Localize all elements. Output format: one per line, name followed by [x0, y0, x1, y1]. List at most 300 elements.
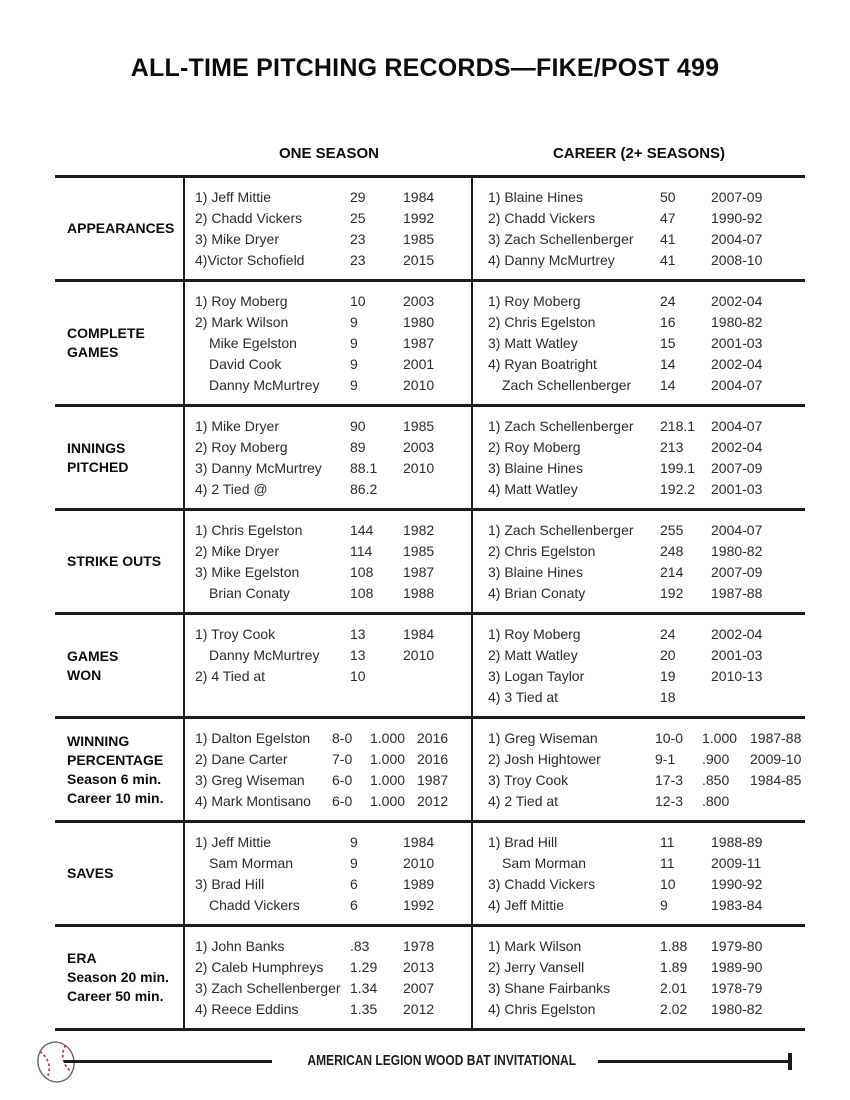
record-player: 1) Troy Cook: [195, 626, 276, 642]
record-value: 16: [660, 314, 676, 330]
record-year: 1992: [403, 210, 435, 226]
record-entry: [195, 375, 471, 396]
record-player: David Cook: [209, 356, 282, 372]
category-label-text: [67, 439, 128, 477]
record-value: 24: [660, 293, 676, 309]
record-entry: [488, 957, 805, 978]
record-year: 1983-84: [711, 897, 763, 913]
record-player: 1) Greg Wiseman: [488, 730, 598, 746]
record-year: 1987: [403, 335, 435, 351]
category-label: [55, 615, 185, 716]
category-row-strike-outs: [55, 508, 805, 612]
record-entry: [488, 666, 805, 687]
record-player: Sam Morman: [209, 855, 294, 871]
record-entry: [488, 791, 805, 812]
record-year: 1988: [403, 585, 435, 601]
record-value: 108: [350, 564, 374, 580]
record-year: 1992: [403, 897, 435, 913]
record-player: 1) Brad Hill: [488, 834, 558, 850]
record-year: 2016: [417, 751, 449, 767]
record-year: 1987: [417, 772, 449, 788]
record-year: 1980: [403, 314, 435, 330]
record-value: 9: [350, 377, 358, 393]
record-value: 13: [350, 626, 366, 642]
record-player: 3) Mike Egelston: [195, 564, 300, 580]
record-player: Danny McMurtrey: [209, 377, 320, 393]
record-pct: 1.000: [370, 751, 406, 767]
record-player: 2) Dane Carter: [195, 751, 288, 767]
record-player: 3) Logan Taylor: [488, 668, 585, 684]
record-entry: [195, 749, 471, 770]
season-records-cell: [185, 719, 473, 820]
category-label-text: [67, 732, 164, 808]
record-year: 2009-10: [750, 751, 802, 767]
record-year: 2008-10: [711, 252, 763, 268]
record-entry: [195, 437, 471, 458]
record-player: 4) Jeff Mittie: [488, 897, 564, 913]
category-row-appearances: [55, 175, 805, 279]
category-label-text: [67, 864, 113, 883]
season-records-cell: [185, 178, 473, 279]
record-player: 2) Chris Egelston: [488, 314, 596, 330]
record-entry: [488, 895, 805, 916]
record-year: 2004-07: [711, 231, 763, 247]
record-player: 3) Zach Schellenberger: [195, 980, 341, 996]
record-entry: [488, 416, 805, 437]
record-value: 6: [350, 876, 358, 892]
category-label-line: PERCENTAGE: [67, 751, 164, 768]
record-player: 1) Jeff Mittie: [195, 834, 271, 850]
record-entry: [195, 250, 471, 271]
record-value: 9: [660, 897, 668, 913]
record-player: 3) Chadd Vickers: [488, 876, 596, 892]
record-player: 3) Blaine Hines: [488, 460, 583, 476]
career-records-cell: [473, 927, 805, 1028]
record-value: 14: [660, 356, 676, 372]
record-year: 1985: [403, 543, 435, 559]
record-year: 1984-85: [750, 772, 802, 788]
record-value: 89: [350, 439, 366, 455]
record-entry: [488, 520, 805, 541]
record-value: 9: [350, 314, 358, 330]
footer-rule-left: [64, 1060, 272, 1063]
record-year: 2007-09: [711, 189, 763, 205]
record-year: 2009-11: [711, 855, 762, 871]
record-wl: 8-0: [332, 730, 353, 746]
record-player: 3) Greg Wiseman: [195, 772, 305, 788]
record-value: 192: [660, 585, 684, 601]
footer-rule-endcap: [788, 1053, 792, 1070]
record-player: 4) 2 Tied @: [195, 481, 268, 497]
record-player: 1) Mike Dryer: [195, 418, 280, 434]
category-label-line: Season 20 min.: [67, 969, 169, 985]
career-records-cell: [473, 178, 805, 279]
record-year: 1984: [403, 626, 435, 642]
record-entry: [195, 666, 471, 687]
record-entry: [195, 770, 471, 791]
record-value: 50: [660, 189, 676, 205]
record-value: 18: [660, 689, 676, 705]
record-entry: [488, 645, 805, 666]
record-entry: [195, 645, 471, 666]
record-player: 3) Mike Dryer: [195, 231, 280, 247]
record-wl: 17-3: [655, 772, 684, 788]
record-year: 1979-80: [711, 938, 763, 954]
record-year: 2010: [403, 647, 435, 663]
category-label-text: [67, 552, 161, 571]
record-player: 3) Danny McMurtrey: [195, 460, 322, 476]
record-player: Chadd Vickers: [209, 897, 300, 913]
category-row-complete-games: [55, 279, 805, 404]
category-label: [55, 178, 185, 279]
career-records-cell: [473, 407, 805, 508]
record-entry: [488, 874, 805, 895]
record-player: 4) 3 Tied at: [488, 689, 559, 705]
record-entry: [195, 208, 471, 229]
record-entry: [195, 479, 471, 500]
record-entry: [488, 458, 805, 479]
category-label-line: ERA: [67, 950, 97, 966]
record-year: 2007-09: [711, 564, 763, 580]
record-player: 4) Danny McMurtrey: [488, 252, 615, 268]
record-value: 20: [660, 647, 676, 663]
record-entry: [488, 999, 805, 1020]
record-player: 1) Dalton Egelston: [195, 730, 311, 746]
record-player: 2) Roy Moberg: [488, 439, 581, 455]
record-value: 213: [660, 439, 684, 455]
record-value: 11: [660, 834, 675, 850]
record-player: 2) 4 Tied at: [195, 668, 266, 684]
career-records-cell: [473, 823, 805, 924]
record-entry: [195, 416, 471, 437]
column-header-career: CAREER (2+ SEASONS): [552, 145, 726, 162]
record-entry: [488, 832, 805, 853]
record-entry: [195, 583, 471, 604]
record-value: 1.89: [660, 959, 688, 975]
record-value: 9: [350, 335, 358, 351]
record-player: 3) Shane Fairbanks: [488, 980, 611, 996]
record-year: 2016: [417, 730, 449, 746]
record-value: 144: [350, 522, 374, 538]
record-player: 3) Blaine Hines: [488, 564, 583, 580]
category-label-text: [67, 324, 145, 362]
record-entry: [488, 562, 805, 583]
category-row-winning-percentage: [55, 716, 805, 820]
record-player: Zach Schellenberger: [502, 377, 632, 393]
record-year: 2002-04: [711, 293, 763, 309]
category-label-line: WINNING: [67, 732, 130, 749]
record-value: 9: [350, 356, 358, 372]
record-pct: 1.000: [702, 730, 738, 746]
record-year: 1987-88: [711, 585, 763, 601]
record-value: 2.01: [660, 980, 688, 996]
record-player: 1) Jeff Mittie: [195, 189, 271, 205]
record-entry: [195, 895, 471, 916]
record-value: 41: [660, 252, 676, 268]
category-label-text: [67, 647, 118, 685]
record-player: 1) Roy Moberg: [488, 626, 581, 642]
record-value: 214: [660, 564, 684, 580]
record-entry: [488, 437, 805, 458]
record-entry: [488, 208, 805, 229]
record-entry: [488, 375, 805, 396]
record-value: 47: [660, 210, 676, 226]
record-value: 1.35: [350, 1001, 378, 1017]
record-year: 1985: [403, 231, 435, 247]
category-label-text: [67, 219, 174, 238]
record-entry: [488, 978, 805, 999]
record-year: 2003: [403, 439, 435, 455]
record-player: Brian Conaty: [209, 585, 290, 601]
record-entry: [488, 354, 805, 375]
record-year: 2010: [403, 855, 435, 871]
record-player: Danny McMurtrey: [209, 647, 320, 663]
record-value: 11: [660, 855, 675, 871]
record-year: 1989: [403, 876, 435, 892]
record-pct: 1.000: [370, 772, 406, 788]
category-label-line: SAVES: [67, 865, 114, 881]
record-player: 3) Matt Watley: [488, 335, 578, 351]
record-value: 255: [660, 522, 684, 538]
category-row-innings-pitched: [55, 404, 805, 508]
category-label-line: INNINGS: [67, 439, 126, 456]
record-entry: [488, 479, 805, 500]
record-player: 3) Brad Hill: [195, 876, 265, 892]
record-player: 4) Reece Eddins: [195, 1001, 299, 1017]
record-wl: 6-0: [332, 772, 353, 788]
record-value: 10: [350, 668, 366, 684]
category-row-games-won: [55, 612, 805, 716]
record-entry: [488, 624, 805, 645]
label-column-spacer: [55, 145, 185, 162]
record-value: 86.2: [350, 481, 378, 497]
record-player: 4) Matt Watley: [488, 481, 578, 497]
record-player: 2) Chadd Vickers: [488, 210, 596, 226]
category-row-era: [55, 924, 805, 1028]
record-value: 248: [660, 543, 684, 559]
record-pct: .900: [702, 751, 730, 767]
record-year: 1984: [403, 834, 435, 850]
record-player: 4) 2 Tied at: [488, 793, 559, 809]
record-value: 2.02: [660, 1001, 688, 1017]
record-player: 2) Caleb Humphreys: [195, 959, 324, 975]
category-label: [55, 823, 185, 924]
page-footer: [0, 1037, 850, 1097]
record-entry: [195, 291, 471, 312]
record-value: 23: [350, 252, 366, 268]
category-label: [55, 719, 185, 820]
record-player: 4) Ryan Boatright: [488, 356, 597, 372]
record-player: Sam Morman: [502, 855, 587, 871]
career-records-cell: [473, 511, 805, 612]
record-year: 1978-79: [711, 980, 763, 996]
record-entry: [195, 333, 471, 354]
record-player: Mike Egelston: [209, 335, 297, 351]
record-year: 2007: [403, 980, 435, 996]
record-year: 1987: [403, 564, 435, 580]
record-player: 1) Blaine Hines: [488, 189, 583, 205]
record-entry: [488, 728, 805, 749]
record-value: 23: [350, 231, 366, 247]
record-player: 1) Zach Schellenberger: [488, 418, 634, 434]
record-entry: [195, 874, 471, 895]
record-value: 1.34: [350, 980, 378, 996]
record-entry: [195, 541, 471, 562]
record-entry: [488, 687, 805, 708]
record-entry: [488, 770, 805, 791]
record-year: 1990-92: [711, 210, 763, 226]
column-headers: [55, 145, 805, 162]
record-value: 218.1: [660, 418, 696, 434]
record-year: 2015: [403, 252, 435, 268]
record-value: 9: [350, 834, 358, 850]
record-value: 25: [350, 210, 366, 226]
record-pct: .800: [702, 793, 730, 809]
record-year: 2003: [403, 293, 435, 309]
category-label: [55, 927, 185, 1028]
record-entry: [195, 458, 471, 479]
record-player: 1) Chris Egelston: [195, 522, 303, 538]
record-value: 199.1: [660, 460, 696, 476]
record-year: 1978: [403, 938, 435, 954]
record-value: 19: [660, 668, 676, 684]
record-wl: 6-0: [332, 793, 353, 809]
record-value: 15: [660, 335, 676, 351]
category-label: [55, 407, 185, 508]
footer-text: AMERICAN LEGION WOOD BAT INVITATIONAL: [307, 1052, 577, 1069]
record-wl: 12-3: [655, 793, 684, 809]
record-entry: [195, 312, 471, 333]
record-player: 2) Chris Egelston: [488, 543, 596, 559]
page-title: ALL-TIME PITCHING RECORDS—FIKE/POST 499: [130, 54, 720, 82]
record-year: 2013: [403, 959, 435, 975]
record-year: 1988-89: [711, 834, 763, 850]
record-year: 2004-07: [711, 418, 763, 434]
column-header-one-season: ONE SEASON: [278, 145, 380, 162]
category-label-line: Career 10 min.: [67, 789, 164, 806]
record-player: 2) Matt Watley: [488, 647, 578, 663]
category-row-saves: [55, 820, 805, 924]
record-value: 13: [350, 647, 366, 663]
record-player: 1) Zach Schellenberger: [488, 522, 634, 538]
record-value: 9: [350, 855, 358, 871]
record-wl: 7-0: [332, 751, 353, 767]
season-records-cell: [185, 615, 473, 716]
record-entry: [195, 936, 471, 957]
record-entry: [195, 624, 471, 645]
category-label-line: Career 50 min.: [67, 988, 164, 1004]
record-year: 2001-03: [711, 647, 763, 663]
record-year: 1987-88: [750, 730, 802, 746]
record-year: 1980-82: [711, 314, 763, 330]
record-value: 6: [350, 897, 358, 913]
record-player: 3) Zach Schellenberger: [488, 231, 634, 247]
category-label: [55, 282, 185, 404]
record-year: 1984: [403, 189, 435, 205]
record-entry: [488, 749, 805, 770]
record-wl: 10-0: [655, 730, 684, 746]
record-entry: [195, 562, 471, 583]
record-value: .83: [350, 938, 370, 954]
record-year: 2010: [403, 460, 435, 476]
record-entry: [195, 229, 471, 250]
record-value: 10: [660, 876, 676, 892]
season-records-cell: [185, 282, 473, 404]
record-player: 2) Roy Moberg: [195, 439, 288, 455]
record-entry: [488, 936, 805, 957]
record-year: 2001-03: [711, 335, 763, 351]
record-player: 4)Victor Schofield: [195, 252, 305, 268]
record-year: 2002-04: [711, 439, 763, 455]
category-label-line: GAMES: [67, 647, 119, 664]
record-value: 29: [350, 189, 366, 205]
record-entry: [195, 791, 471, 812]
record-year: 2004-07: [711, 377, 763, 393]
record-value: 1.88: [660, 938, 688, 954]
season-records-cell: [185, 511, 473, 612]
career-records-cell: [473, 615, 805, 716]
record-year: 2012: [403, 1001, 435, 1017]
record-year: 2010-13: [711, 668, 763, 684]
records-table: [55, 175, 805, 1031]
record-entry: [195, 999, 471, 1020]
category-label-text: [67, 949, 169, 1006]
season-records-cell: [185, 927, 473, 1028]
record-entry: [195, 957, 471, 978]
record-player: 3) Troy Cook: [488, 772, 569, 788]
record-player: 1) Mark Wilson: [488, 938, 582, 954]
category-label: [55, 511, 185, 612]
record-entry: [488, 333, 805, 354]
record-entry: [488, 312, 805, 333]
record-entry: [488, 229, 805, 250]
record-year: 2001-03: [711, 481, 763, 497]
season-records-cell: [185, 407, 473, 508]
category-label-line: APPEARANCES: [67, 220, 175, 236]
record-player: 2) Chadd Vickers: [195, 210, 303, 226]
record-value: 24: [660, 626, 676, 642]
category-label-line: COMPLETE: [67, 325, 145, 341]
record-player: 1) Roy Moberg: [195, 293, 288, 309]
career-records-cell: [473, 282, 805, 404]
record-year: 2012: [417, 793, 449, 809]
record-pct: 1.000: [370, 793, 406, 809]
record-entry: [488, 541, 805, 562]
record-entry: [195, 853, 471, 874]
record-year: 2004-07: [711, 522, 763, 538]
record-player: 4) Brian Conaty: [488, 585, 586, 601]
record-entry: [195, 187, 471, 208]
record-year: 1980-82: [711, 1001, 763, 1017]
record-year: 2010: [403, 377, 435, 393]
record-player: 4) Chris Egelston: [488, 1001, 596, 1017]
footer-rule-right: [598, 1060, 790, 1063]
category-label-line: Season 6 min.: [67, 770, 162, 787]
record-wl: 9-1: [655, 751, 676, 767]
record-player: 4) Mark Montisano: [195, 793, 311, 809]
record-pct: .850: [702, 772, 730, 788]
category-label-line: PITCHED: [67, 458, 129, 475]
category-label-line: GAMES: [67, 344, 119, 360]
record-year: 1989-90: [711, 959, 763, 975]
record-player: 2) Mark Wilson: [195, 314, 289, 330]
record-player: 1) John Banks: [195, 938, 285, 954]
record-player: 2) Jerry Vansell: [488, 959, 585, 975]
record-value: 114: [350, 543, 373, 559]
record-year: 2007-09: [711, 460, 763, 476]
record-value: 10: [350, 293, 366, 309]
record-entry: [488, 583, 805, 604]
